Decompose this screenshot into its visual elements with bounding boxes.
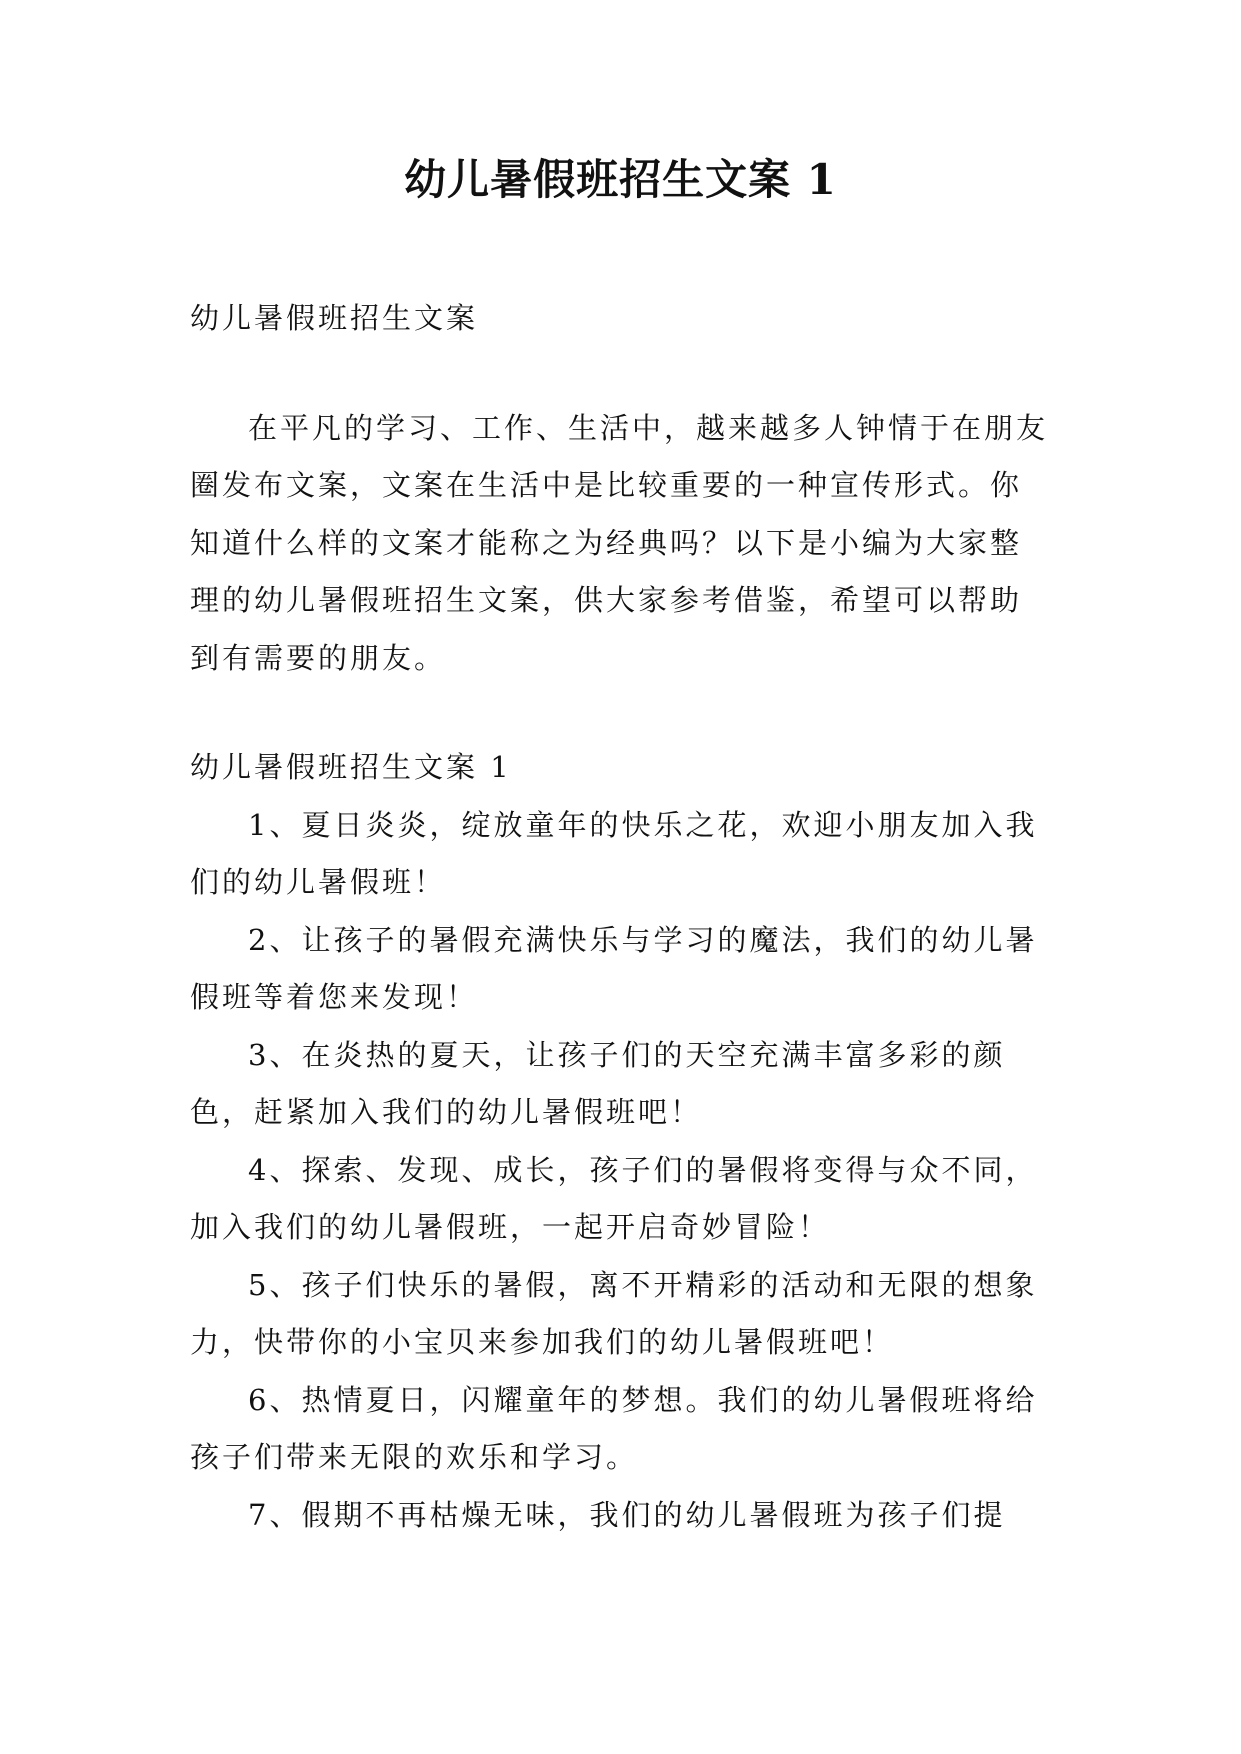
intro-paragraph: 在平凡的学习、工作、生活中，越来越多人钟情于在朋友圈发布文案，文案在生活中是比较重要的一种宣传形式。你知道什么样的文案才能称之为经典吗？以下是小编为大家整理的幼儿暑假班招生文案，供大家参考借鉴，希望可以帮助到有需要的朋友。	[190, 410, 1049, 675]
list-item: 7、假期不再枯燥无味，我们的幼儿暑假班为孩子们提	[248, 1497, 1006, 1532]
list-item: 2、让孩子的暑假充满快乐与学习的魔法，我们的幼儿暑假班等着您来发现！	[190, 922, 1038, 1014]
list-item: 4、探索、发现、成长，孩子们的暑假将变得与众不同，加入我们的幼儿暑假班，一起开启奇妙冒险！	[190, 1152, 1038, 1244]
list-item: 1、夏日炎炎，绽放童年的快乐之花，欢迎小朋友加入我们的幼儿暑假班！	[190, 807, 1038, 899]
list-item: 3、在炎热的夏天，让孩子们的天空充满丰富多彩的颜色，赶紧加入我们的幼儿暑假班吧！	[190, 1037, 1006, 1129]
document-body	[190, 290, 1050, 1544]
document-title: 幼儿暑假班招生文案 1	[404, 155, 837, 204]
list-item: 5、孩子们快乐的暑假，离不开精彩的活动和无限的想象力，快带你的小宝贝来参加我们的幼儿暑假班吧！	[190, 1267, 1038, 1359]
document-subtitle: 幼儿暑假班招生文案	[190, 301, 479, 335]
section-heading: 幼儿暑假班招生文案 1	[190, 750, 512, 784]
list-item: 6、热情夏日，闪耀童年的梦想。我们的幼儿暑假班将给孩子们带来无限的欢乐和学习。	[190, 1382, 1038, 1474]
